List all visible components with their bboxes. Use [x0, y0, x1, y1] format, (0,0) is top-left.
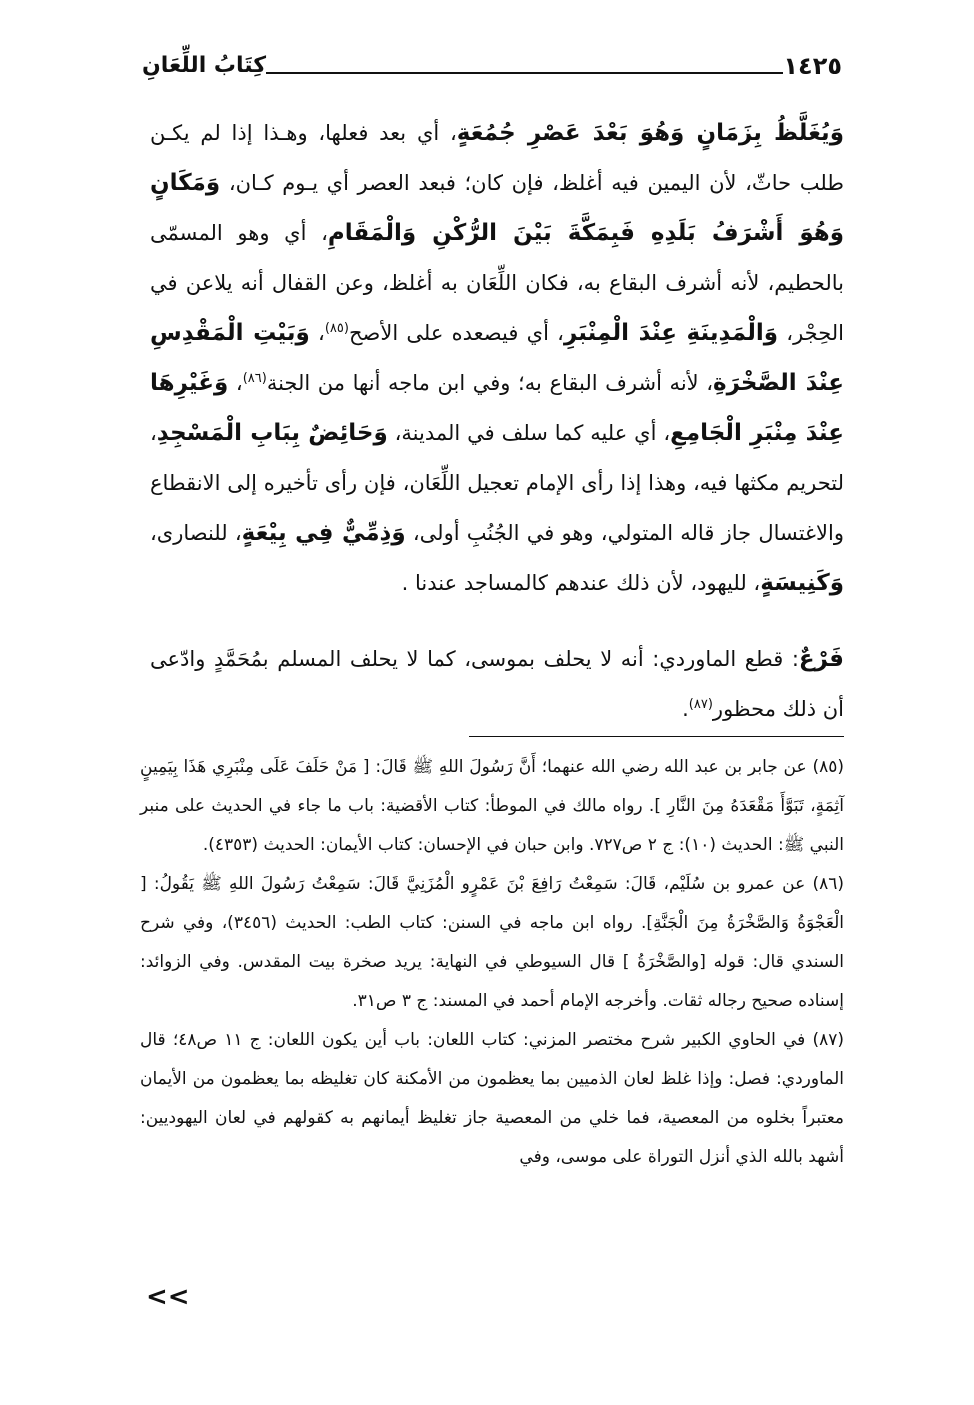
matn-text: وَكَنِيسَةٍ [760, 570, 844, 596]
footnote-85 [140, 748, 844, 865]
page-number: ١٤٢٥ [783, 52, 842, 80]
sharh-text: ، أي عليه كما سلف في المدينة، [387, 421, 671, 445]
footnote-text: في الحاوي الكبير شرح مختصر المزني: كتاب اللعان: باب أين يكون اللعان: ج ١١ ص٤٨؛ قال الماوردي: فصل: وإذا غلظ لعان الذميين بما يعظمون من الأمكنة كان تغليظه بما يعظمون من الأيمان معتبراً بخلوه من المعصية، فما خلي من المعصية جاز تغليظ أيمانهم به كقولهم في لعان اليهوديين: أشهد بالله الذي أنزل التوراة على موسى، وفي [140, 1030, 844, 1167]
footnote-87 [140, 1021, 844, 1177]
footnote-separator [469, 736, 844, 737]
footnotes [140, 748, 844, 1177]
paragraph-1 [150, 108, 844, 608]
footnote-text: عن عمرو بن سُلَيْم، قَالَ: سَمِعْتُ رَافِعَ بْنَ عَمْرٍو الْمُزَنِيَّ قَالَ: سَمِعْتُ رَسُولَ اللهِ ﷺ يَقُولُ: [ الْعَجْوَةُ وَالصَّخْرَةُ مِنَ الْجَنَّةِ]. رواه ابن ماجه في السنن: كتاب الطب: الحديث (٣٤٥٦)، وفي شرح السندي قال: قوله [والصَّخْرَةُ ] قال السيوطي في النهاية: يريد صخرة بيت المقدس. وفي الزوائد: إسناده صحيح رجاله ثقات. وأخرجه الإمام أحمد في المسند: ج ٣ ص٣١. [140, 874, 844, 1011]
footnote-number: (٨٧) [812, 1030, 844, 1050]
matn-text: وَالْمَدِينَةِ عِنْدَ الْمِنْبَرِ [563, 320, 779, 346]
footnote-ref: (٨٦) [242, 371, 267, 386]
footnote-ref: (٨٥) [324, 321, 349, 336]
sharh-text: : قطع الماوردي: أنه لا يحلف بموسى، كما لا يحلف المسلم بمُحَمَّدٍ وادّعى أن ذلك محظور [150, 647, 844, 721]
sharh-text: . [682, 697, 689, 721]
continuation-mark: << [146, 1282, 190, 1312]
footnote-number: (٨٥) [812, 757, 844, 777]
running-header [130, 40, 854, 80]
sharh-text: ، [228, 371, 243, 395]
sharh-text: ، أي فيصعده على الأصح [348, 321, 564, 345]
sharh-text: ، لليهود، لأن ذلك عندهم كالمساجد عندنا . [401, 571, 761, 595]
matn-text: وَمَكَانٍ وَهُوَ أَشْرَفُ بَلَدِهِ فَبِمَكَّةَ بَيْنَ الرُّكْنِ وَالْمَقَامِ [150, 170, 844, 246]
paragraph-gap [150, 608, 844, 634]
footnote-ref: (٨٧) [688, 697, 713, 712]
sharh-text: ، أي وهو المسمّى بالحطيم، لأنه أشرف البقاع به، فكان اللِّعَان به أغلظ، وعن القفال أنه يلاعن في الحِجْر، [150, 221, 845, 345]
header-rule [266, 72, 783, 74]
matn-text: وَغَيْرِهَا عِنْدَ مِنْبَرِ الْجَامِعِ [150, 370, 844, 446]
sharh-text: ، لأنه أشرف البقاع به؛ وفي ابن ماجه أنها من الجنة [266, 371, 714, 395]
footnote-text: عن جابر بن عبد الله رضي الله عنهما؛ أَنَّ رَسُولَ اللهِ ﷺ قَالَ: [ مَنْ حَلَفَ عَلَى مِنْبَرِي هَذَا بِيَمِينٍ آثِمَةٍ، تَبَوَّأَ مَقْعَدَهُ مِنَ النَّارِ ]. رواه مالك في الموطأ: كتاب الأقضية: باب ما جاء في الحديث على منبر النبي ﷺ: الحديث (١٠): ج ٢ ص٧٢٧. وابن حبان في الإحسان: كتاب الأيمان: الحديث (٤٣٥٣). [140, 757, 844, 855]
footnote-86 [140, 865, 844, 1021]
sharh-text: ، للنصارى، [150, 521, 242, 545]
matn-text: وَذِمِّيٌّ فِي بِيْعَةٍ [241, 520, 406, 546]
sharh-text: ، [309, 321, 325, 345]
paragraph-2 [150, 634, 844, 734]
sharh-text: ، أي بعد فعلها، وهـذا إذا لم يكـن طلب حاثّ، لأن اليمين فيه أغلظ، فإن كان؛ فبعد العصر أي يـوم كـان، [150, 121, 844, 195]
footnote-number: (٨٦) [812, 874, 844, 894]
matn-text: وَحَائِضٌ بِبَابِ الْمَسْجِدِ [156, 420, 388, 446]
matn-text: وَبَيْتِ الْمَقْدِسِ عِنْدَ الصَّخْرَةِ [150, 320, 844, 396]
sharh-text: ، لتحريم مكثها فيه، وهذا إذا رأى الإمام تعجيل اللِّعَان، فإن رأى تأخيره إلى الانقطاع والاغتسال جاز قاله المتولي، وهو في الجُنُبِ أولى، [150, 421, 844, 545]
far-heading: فَرْعٌ [798, 646, 844, 672]
matn-text: وَيُغَلَّظُ بِزَمَانٍ وَهُوَ بَعْدَ عَصْرِ جُمُعَةٍ [456, 120, 844, 146]
main-text [150, 108, 844, 734]
chapter-title: كِتَابُ اللِّعَانِ [142, 53, 267, 78]
